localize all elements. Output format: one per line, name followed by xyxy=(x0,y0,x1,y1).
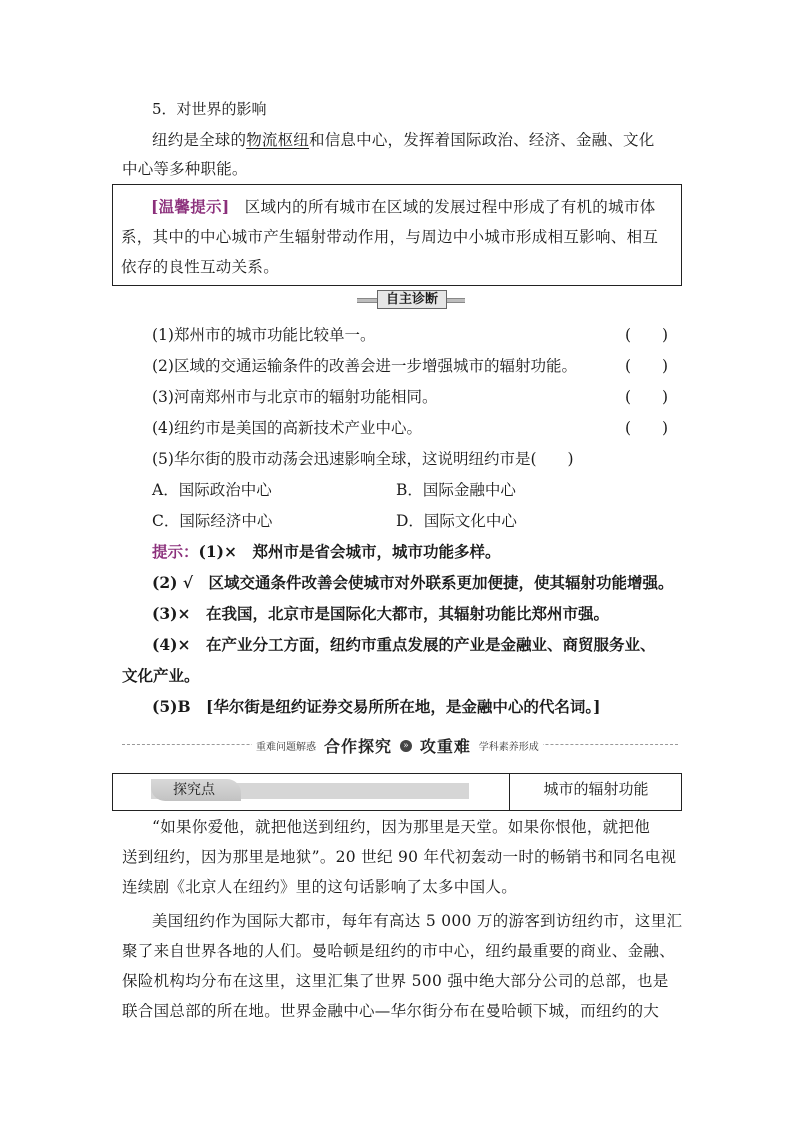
banner-left-caption: 重难问题解惑 xyxy=(256,742,316,753)
tip-line xyxy=(151,195,656,217)
explore-point-box xyxy=(112,773,682,811)
arrow-icon: » xyxy=(400,740,412,752)
tip-line: 依存的良性互动关系。 xyxy=(121,258,280,276)
banner-title-b: 攻重难 xyxy=(419,737,471,756)
body-line: 联合国总部的所在地。世界金融中心—华尔街分布在曼哈顿下城，而纽约的大 xyxy=(122,1002,660,1020)
tip-text: 区域内的所有城市在区域的发展过程中形成了有机的城市体 xyxy=(244,198,656,216)
body-line: 聚了来自世界各地的人们。曼哈顿是纽约的市中心，纽约最重要的商业、金融、 xyxy=(122,942,676,960)
question-4: (4)纽约市是美国的高新技术产业中心。 xyxy=(152,419,422,437)
question-2: (2)区域的交通运输条件的改善会进一步增强城市的辐射功能。 xyxy=(152,357,577,375)
tip-box xyxy=(112,184,682,286)
tip-line: 系，其中的中心城市产生辐射带动作用，与周边中小城市形成相互影响、相互 xyxy=(121,228,659,246)
answer-line-2: (2) √ 区域交通条件改善会使城市对外联系更加便捷，使其辐射功能增强。 xyxy=(152,573,674,592)
answer-line-3: (3)× 在我国，北京市是国际化大都市，其辐射功能比郑州市强。 xyxy=(152,604,609,623)
answer-line-5: (5)B [华尔街是纽约证券交易所所在地，是金融中心的代名词。] xyxy=(152,697,601,716)
answer-label: 提示： xyxy=(152,542,199,561)
answer-line-4: (4)× 在产业分工方面，纽约市重点发展的产业是金融业、商贸服务业、 xyxy=(152,635,656,654)
option-c: C．国际经济中心 xyxy=(152,512,273,530)
banner-label: 自主诊断 xyxy=(377,290,447,309)
answer-blank-2: ( ) xyxy=(625,357,669,375)
body-line: 连续剧《北京人在纽约》里的这句话影响了太多中国人。 xyxy=(122,878,518,896)
answer-line-4-cont: 文化产业。 xyxy=(122,666,200,685)
section-paragraph-line xyxy=(152,128,654,150)
answer-blank-3: ( ) xyxy=(625,388,669,406)
section-paragraph-line: 中心等多种职能。 xyxy=(122,160,248,178)
answer-text: (1)× 郑州市是省会城市，城市功能多样。 xyxy=(198,542,501,561)
question-1: (1)郑州市的城市功能比较单一。 xyxy=(152,326,376,344)
underlined-term: 物流枢纽 xyxy=(246,131,310,149)
section-heading: 5．对世界的影响 xyxy=(152,100,267,118)
tip-label: [温馨提示] xyxy=(151,197,230,216)
banner-right-caption: 学科素养形成 xyxy=(478,742,539,753)
answer-line-1 xyxy=(152,540,500,562)
body-line: “如果你爱他，就把他送到纽约，因为那里是天堂。如果你恨他，就把他 xyxy=(152,818,651,836)
body-line: 送到纽约，因为那里是地狱”。20 世纪 90 年代初轰动一时的畅销书和同名电视 xyxy=(122,848,677,866)
paragraph-text: 纽约是全球的 xyxy=(152,131,247,149)
cooperation-banner xyxy=(252,734,543,754)
banner-title-a: 合作探究 xyxy=(323,737,392,756)
option-d: D．国际文化中心 xyxy=(396,512,517,530)
question-3: (3)河南郑州市与北京市的辐射功能相同。 xyxy=(152,388,438,406)
explore-topic: 城市的辐射功能 xyxy=(543,780,649,798)
option-a: A．国际政治中心 xyxy=(152,481,272,499)
answer-blank-1: ( ) xyxy=(625,326,669,344)
answer-blank-4: ( ) xyxy=(625,419,669,437)
paragraph-text: 和信息中心，发挥着国际政治、经济、金融、文化 xyxy=(309,131,655,149)
question-5: (5)华尔街的股市动荡会迅速影响全球，这说明纽约市是( ) xyxy=(152,450,574,468)
explore-tab-label: 探究点 xyxy=(151,779,241,801)
option-b: B．国际金融中心 xyxy=(396,481,516,499)
body-line: 保险机构均分布在这里，这里汇集了世界 500 强中绝大部分公司的总部，也是 xyxy=(122,972,669,990)
body-line: 美国纽约作为国际大都市，每年有高达 5 000 万的游客到访纽约市，这里汇 xyxy=(152,912,683,930)
self-diagnosis-banner xyxy=(357,290,465,308)
